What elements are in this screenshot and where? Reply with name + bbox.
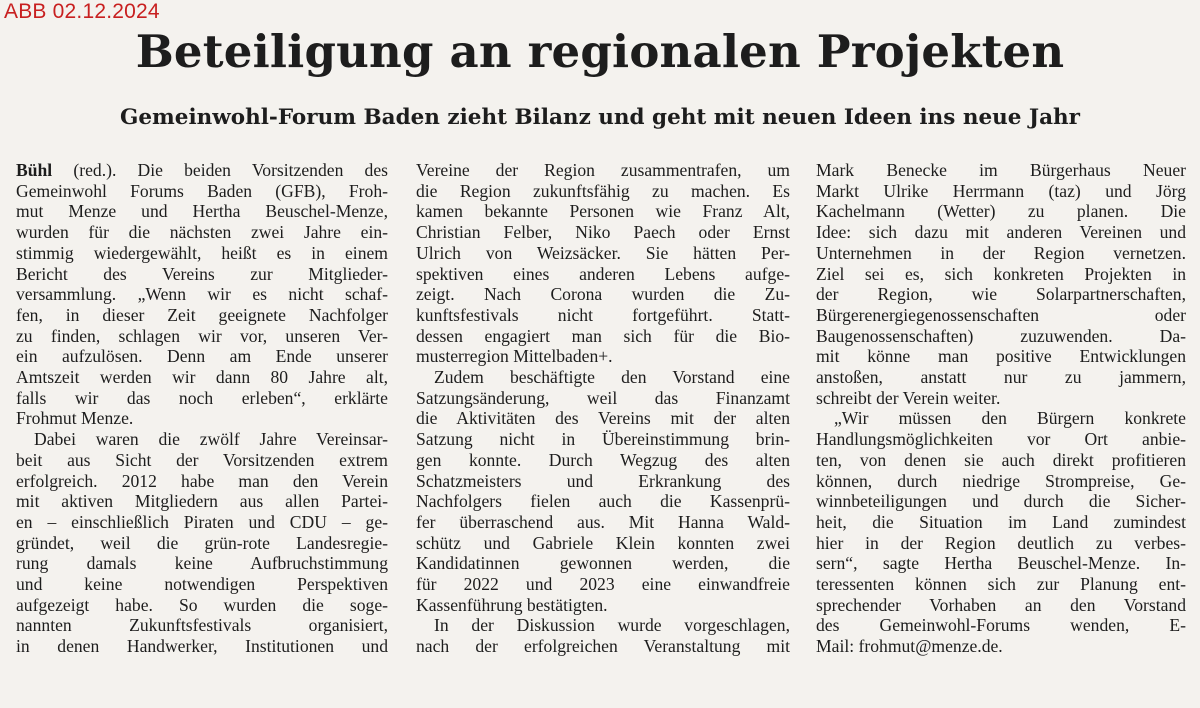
text-line: hier in der Region deutlich zu verbes- (816, 532, 1186, 553)
text-line: aufgezeigt habe. So wurden die soge- (16, 594, 388, 615)
text-line: versammlung. „Wenn wir es nicht schaf- (16, 284, 388, 305)
text-line: Ulrich von Weizsäcker. Sie hätten Per- (416, 242, 790, 263)
text-line: zeigt. Nach Corona wurden die Zu- (416, 284, 790, 305)
article-subheadline: Gemeinwohl-Forum Baden zieht Bilanz und geht mit neuen Ideen ins neue Jahr (120, 105, 1080, 130)
date-stamp: ABB 02.12.2024 (4, 0, 160, 23)
text-line: Vereine der Region zusammentrafen, um (416, 160, 790, 180)
text-line: Baugenossenschaften) zuzuwenden. Da- (816, 325, 1186, 346)
text-line: mut Menze und Hertha Beuschel-Menze, (16, 201, 388, 222)
text-line: stimmig wiedergewählt, heißt es in einem (16, 242, 388, 263)
text-line: können, durch niedrige Strompreise, Ge- (816, 470, 1186, 491)
text-line: Amtszeit werden wir dann 80 Jahre alt, (16, 367, 388, 388)
text-line: kunftsfestivals nicht fortgeführt. Statt- (416, 304, 790, 325)
text-line: sern“, sagte Hertha Beuschel-Menze. In- (816, 553, 1186, 574)
text-line: Idee: sich dazu mit anderen Vereinen und (816, 222, 1186, 243)
text-line: Zudem beschäftigte den Vorstand eine (434, 367, 790, 388)
text-line (16, 160, 388, 181)
text-line: winnbeteiligungen und durch die Sicher- (816, 491, 1186, 512)
text-line: ten, von denen sie auch direkt profitieren (816, 449, 1186, 470)
text-line: Kandidatinnen gewonnen werden, die (416, 553, 790, 574)
text-line: falls wir das noch erleben“, erklärte (16, 387, 388, 408)
text-line: wurden für die nächsten zwei Jahre ein- (16, 222, 388, 243)
text-line: der Region, wie Solarpartnerschaften, (816, 284, 1186, 305)
dateline: Bühl (16, 160, 53, 180)
text-line: für 2022 und 2023 eine einwandfreie (416, 574, 790, 595)
text-line: Markt Ulrike Herrmann (taz) und Jörg (816, 180, 1186, 201)
text-line: „Wir müssen den Bürgern konkrete (834, 408, 1186, 429)
text-line: dessen engagiert man sich für die Bio- (416, 325, 790, 346)
text-line: en – einschließlich Piraten und CDU – ge- (16, 511, 388, 532)
text-line: gründet, weil die grün-rote Landesregie- (16, 532, 388, 553)
article-column-3 (816, 160, 1186, 657)
text-line: rung damals keine Aufbruchstimmung (16, 553, 388, 574)
text-line: teressenten können sich zur Planung ent- (816, 574, 1186, 595)
text-line: des Gemeinwohl-Forums wenden, E- (816, 615, 1186, 636)
text-line: Satzungsänderung, weil das Finanzamt (416, 387, 790, 408)
text-line: Mail: frohmut@menze.de. (816, 636, 1003, 657)
text-line: Dabei waren die zwölf Jahre Vereinsar- (34, 429, 388, 450)
text-line-content: (red.). Die beiden Vorsitzenden des (52, 160, 388, 180)
text-line: kamen bekannte Personen wie Franz Alt, (416, 201, 790, 222)
text-line: beit aus Sicht der Vorsitzenden extrem (16, 449, 388, 470)
text-line: mit aktiven Mitgliedern aus allen Partei- (16, 491, 388, 512)
text-line: und keine notwendigen Perspektiven (16, 574, 388, 595)
article-headline: Beteiligung an regionalen Projekten (135, 25, 1065, 78)
text-line: In der Diskussion wurde vorgeschlagen, (434, 615, 790, 636)
text-line: nach der erfolgreichen Veranstaltung mit (416, 636, 790, 657)
text-line: ein aufzulösen. Denn am Ende unserer (16, 346, 388, 367)
text-line: Mark Benecke im Bürgerhaus Neuer (816, 160, 1186, 180)
text-line: Nachfolgers fielen auch die Kassenprü- (416, 491, 790, 512)
text-line: nannten Zukunftsfestivals organisiert, (16, 615, 388, 636)
text-line: die Aktivitäten des Vereins mit der alten (416, 408, 790, 429)
article-column-1 (16, 160, 388, 657)
text-line: erfolgreich. 2012 habe man den Verein (16, 470, 388, 491)
text-line: in denen Handwerker, Institutionen und (16, 636, 388, 657)
text-line: Bericht des Vereins zur Mitglieder- (16, 263, 388, 284)
text-line: Satzung nicht in Übereinstimmung brin- (416, 429, 790, 450)
text-line: Gemeinwohl Forums Baden (GFB), Froh- (16, 180, 388, 201)
text-line: die Region zukunftsfähig zu machen. Es (416, 180, 790, 201)
text-line: spektiven eines anderen Lebens aufge- (416, 263, 790, 284)
text-line: Frohmut Menze. (16, 408, 134, 429)
text-line: schütz und Gabriele Klein konnten zwei (416, 532, 790, 553)
text-line: Bürgerenergiegenossenschaften oder (816, 304, 1186, 325)
article-column-2 (416, 160, 790, 657)
text-line: Christian Felber, Niko Paech oder Ernst (416, 222, 790, 243)
text-line: Kachelmann (Wetter) zu planen. Die (816, 201, 1186, 222)
text-line: Ziel sei es, sich konkreten Projekten in (816, 263, 1186, 284)
text-line: Schatzmeisters und Erkrankung des (416, 470, 790, 491)
text-line: heit, die Situation im Land zumindest (816, 511, 1186, 532)
text-line: Kassenführung bestätigten. (416, 594, 608, 615)
text-line: zu finden, schlagen wir vor, unseren Ver- (16, 325, 388, 346)
text-line: anstoßen, anstatt nur zu jammern, (816, 367, 1186, 388)
text-line: fer überraschend aus. Mit Hanna Wald- (416, 511, 790, 532)
text-line: mit könne man positive Entwicklungen (816, 346, 1186, 367)
text-line: gen konnte. Durch Wegzug des alten (416, 449, 790, 470)
text-line: musterregion Mittelbaden+. (416, 346, 613, 367)
text-line: sprechender Vorhaben an den Vorstand (816, 594, 1186, 615)
text-line: Handlungsmöglichkeiten vor Ort anbie- (816, 429, 1186, 450)
text-line: fen, in dieser Zeit geeignete Nachfolger (16, 304, 388, 325)
text-line: schreibt der Verein weiter. (816, 387, 1001, 408)
text-line: Unternehmen in der Region vernetzen. (816, 242, 1186, 263)
